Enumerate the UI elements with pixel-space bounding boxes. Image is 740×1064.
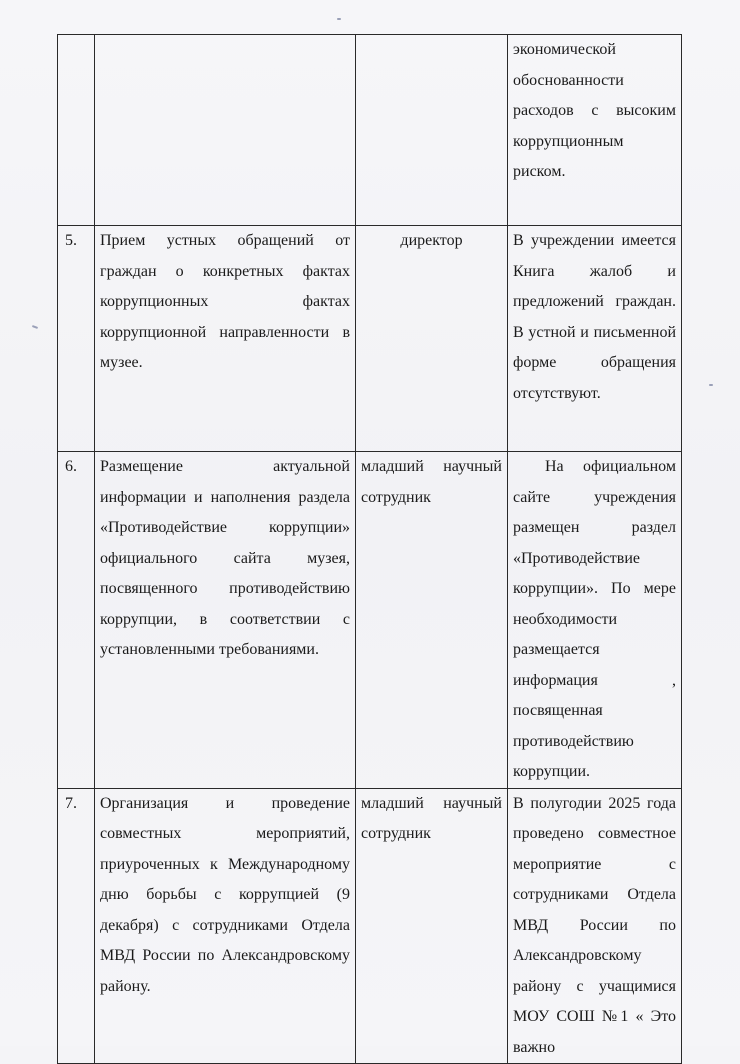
scan-speck	[709, 384, 713, 386]
table-row	[58, 788, 682, 1064]
row-number: 6.	[58, 452, 95, 789]
responsible-cell: директор	[356, 226, 508, 452]
scan-speck	[337, 18, 341, 20]
row-number: 5.	[58, 226, 95, 452]
table-row	[58, 226, 682, 452]
responsible-cell: младший научный сотрудник	[356, 452, 508, 789]
measure-cell: Размещение актуальной информации и наполнения раздела «Противодействие коррупции» официального сайта музея, посвященного противодействию коррупции, в соответствии с установленными требованиями.	[95, 452, 356, 789]
measures-table	[57, 34, 682, 1064]
result-cell: В полугодии 2025 года проведено совместное мероприятие с сотрудниками Отдела МВД России по Александровскому району с учащимися МОУ СОШ №1 « Это важно	[508, 788, 682, 1064]
result-cell: экономической обоснованности расходов с высоким коррупционным риском.	[508, 35, 682, 226]
result-cell: В учреждении имеется Книга жалоб и предложений граждан. В устной и письменной форме обращения отсутствуют.	[508, 226, 682, 452]
responsible-cell	[356, 35, 508, 226]
scan-speck	[32, 325, 38, 329]
result-cell: На официальном сайте учреждения размещен раздел «Противодействие коррупции». По мере необходимости размещается информация , посвященная противодействию коррупции.	[508, 452, 682, 789]
row-number	[58, 35, 95, 226]
measure-cell: Организация и проведение совместных мероприятий, приуроченных к Международному дню борьбы с коррупцией (9 декабря) с сотрудниками Отдела МВД России по Александровскому району.	[95, 788, 356, 1064]
measure-cell: Прием устных обращений от граждан о конкретных фактах коррупционных фактах коррупционной направленности в музее.	[95, 226, 356, 452]
table-row	[58, 35, 682, 226]
row-number: 7.	[58, 788, 95, 1064]
responsible-cell: младший научный сотрудник	[356, 788, 508, 1064]
measure-cell	[95, 35, 356, 226]
table-row	[58, 452, 682, 789]
